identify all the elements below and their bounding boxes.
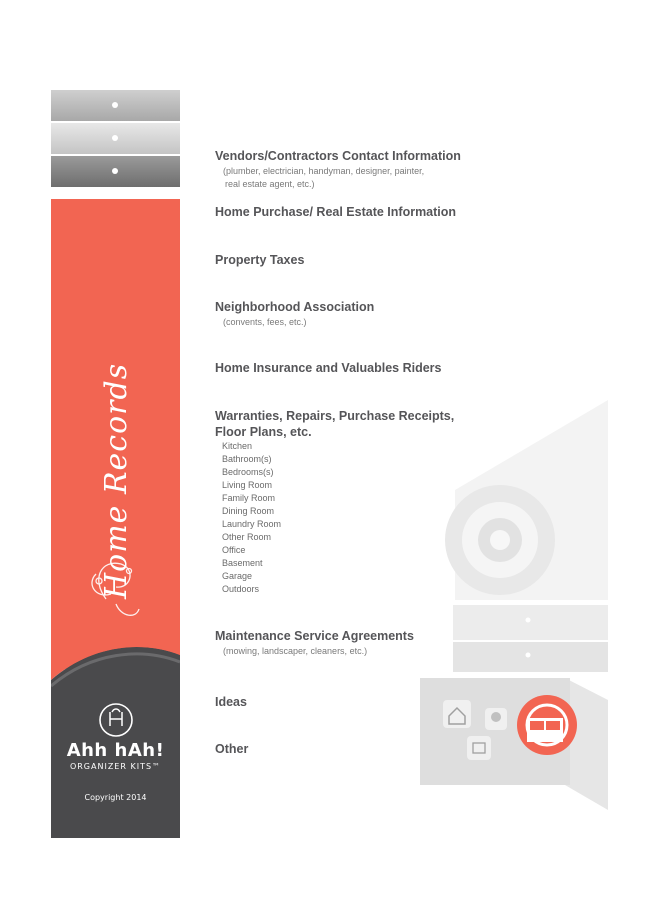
section-note: real estate agent, etc.) <box>225 179 315 189</box>
section-heading: Maintenance Service Agreements <box>215 629 414 643</box>
section-note: (mowing, landscaper, cleaners, etc.) <box>223 646 368 656</box>
section-heading: Home Purchase/ Real Estate Information <box>215 205 457 219</box>
section-home-purchase <box>215 204 615 220</box>
brand-block <box>51 700 180 802</box>
spine-tab-middle <box>51 123 180 154</box>
room-item: Dining Room <box>222 506 275 516</box>
section-other <box>215 741 615 757</box>
spine-title <box>51 199 180 629</box>
section-heading: Ideas <box>215 695 247 709</box>
section-home-insurance <box>215 360 615 376</box>
room-item: Living Room <box>222 480 273 490</box>
room-item: Basement <box>222 558 263 568</box>
spine-title-text: Home Records <box>99 362 134 599</box>
tab-dot <box>112 135 118 141</box>
lightbulb-icon <box>485 708 507 730</box>
room-item: Bedrooms(s) <box>222 467 274 477</box>
spine-tab-bottom <box>51 156 180 187</box>
section-heading: Home Insurance and Valuables Riders <box>215 361 442 375</box>
section-heading: Floor Plans, etc. <box>215 425 312 439</box>
brand-name: Ahh hAh! <box>66 740 165 761</box>
section-property-taxes <box>215 252 615 268</box>
section-heading: Vendors/Contractors Contact Information <box>215 149 461 163</box>
section-heading: Neighborhood Association <box>215 300 375 314</box>
room-item: Family Room <box>222 493 276 503</box>
section-ideas <box>215 694 615 710</box>
copyright: Copyright 2014 <box>84 793 147 802</box>
section-note: (convents, fees, etc.) <box>223 317 307 327</box>
section-warranties <box>215 408 615 596</box>
tab-dot <box>112 168 118 174</box>
room-item: Kitchen <box>222 441 253 451</box>
tab-dot <box>112 102 118 108</box>
section-note: (plumber, electrician, handyman, designer, painter, <box>223 166 425 176</box>
section-maintenance <box>215 628 615 658</box>
section-vendors <box>215 148 615 191</box>
section-heading: Warranties, Repairs, Purchase Receipts, <box>215 409 455 423</box>
section-heading: Other <box>215 742 249 756</box>
room-item: Laundry Room <box>222 519 282 529</box>
section-heading: Property Taxes <box>215 253 305 267</box>
room-item: Garage <box>222 571 253 581</box>
room-item: Office <box>222 545 246 555</box>
room-item: Bathroom(s) <box>222 454 272 464</box>
room-item: Outdoors <box>222 584 260 594</box>
brand-sub: ORGANIZER KITS™ <box>69 762 162 771</box>
room-item: Other Room <box>222 532 272 542</box>
section-neighborhood <box>215 299 615 329</box>
spine-tab-top <box>51 90 180 121</box>
